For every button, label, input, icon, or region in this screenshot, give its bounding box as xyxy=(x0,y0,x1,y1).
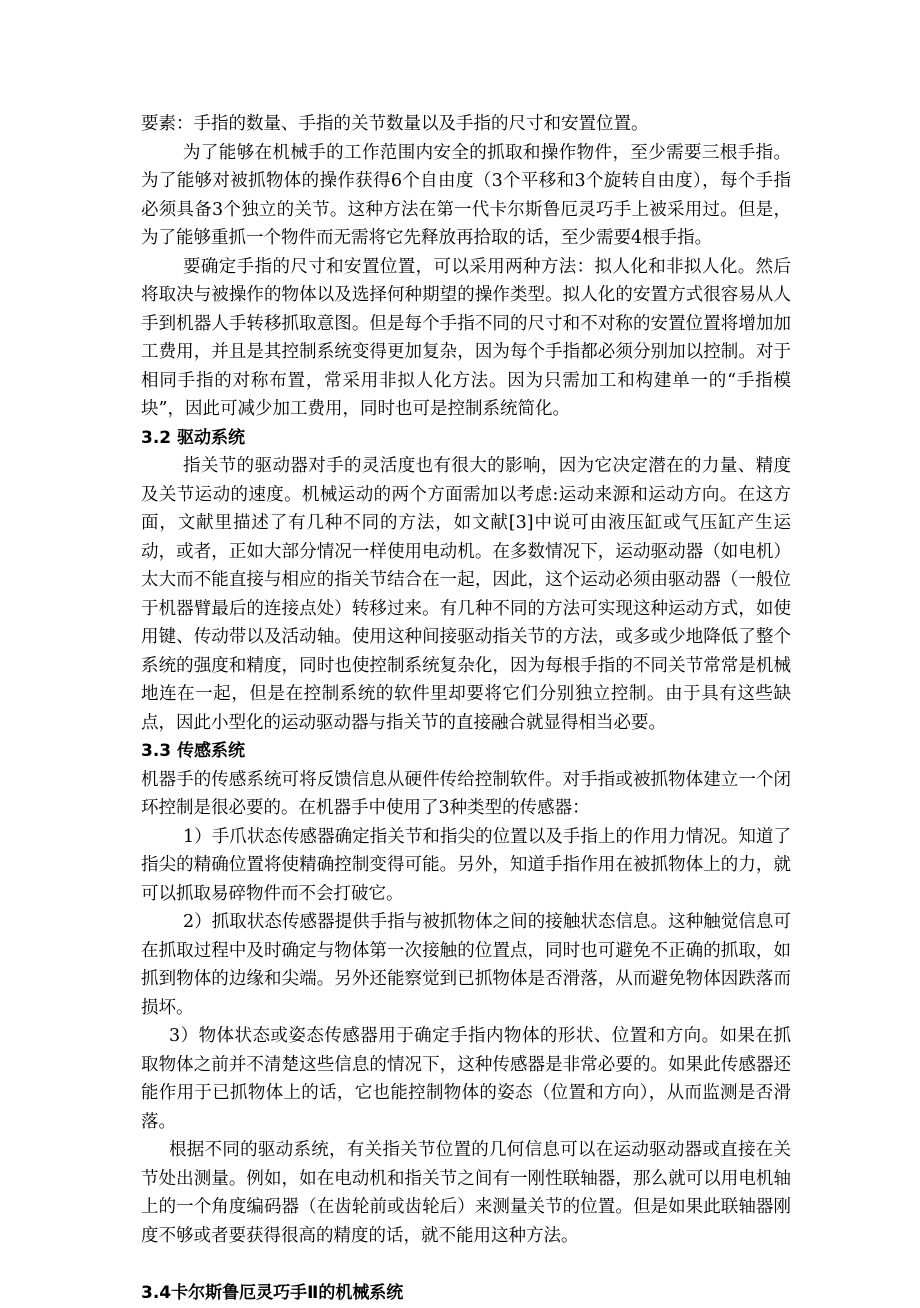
section-heading-drive-system: 3.2 驱动系统 xyxy=(141,427,246,448)
paragraph-drive-system: 指关节的驱动器对手的灵活度也有很大的影响，因为它决定潜在的力量、精度及关节运动的速度。机械运动的两个方面需加以考虑:运动来源和运动方向。在这方面，文献里描述了有几种不同的方法，如文献[3]中说可由液压缸或气压缸产生运动，或者，正如大部分情况一样使用电动机。在多数情况下，运动驱动器（如电机）太大而不能直接与相应的指关节结合在一起，因此，这个运动必须由驱动器（一般位于机器臂最后的连接点处）转移过来。有几种不同的方法可实现这种运动方式，如使用键、传动带以及活动轴。使用这种间接驱动指关节的方法，或多或少地降低了整个系统的强度和精度，同时也使控制系统复杂化，因为每根手指的不同关节常常是机械地连在一起，但是在控制系统的软件里却要将它们分别独立控制。由于具有这些缺点，因此小型化的运动驱动器与指关节的直接融合就显得相当必要。 xyxy=(141,456,791,733)
paragraph-finger-count: 为了能够在机械手的工作范围内安全的抓取和操作物件，至少需要三根手指。为了能够对被抓物体的操作获得6个自由度（3个平移和3个旋转自由度），每个手指必须具备3个独立的关节。这种方法在第一代卡尔斯鲁厄灵巧手上被采用过。但是，为了能够重抓一个物件而无需将它先释放再拾取的话，至少需要4根手指。 xyxy=(141,142,791,248)
list-item-gripper-state-sensor: 1）手爪状态传感器确定指关节和指尖的位置以及手指上的作用力情况。知道了指尖的精确位置将使精确控制变得可能。另外，知道手指作用在被抓物体上的力，就可以抓取易碎物件而不会打破它。 xyxy=(141,826,791,904)
paragraph-joint-measurement: 根据不同的驱动系统，有关指关节位置的几何信息可以在运动驱动器或直接在关节处出测量。例如，如在电动机和指关节之间有一刚性联轴器，那么就可以用电机轴上的一个角度编码器（在齿轮前或齿轮后）来测量关节的位置。但是如果此联轴器刚度不够或者要获得很高的精度的话，就不能用这种方法。 xyxy=(141,1140,791,1246)
document-page xyxy=(141,110,791,1308)
list-item-grasp-state-sensor: 2）抓取状态传感器提供手指与被抓物体之间的接触状态信息。这种触觉信息可在抓取过程中及时确定与物体第一次接触的位置点，同时也可避免不正确的抓取，如抓到物体的边缘和尖端。另外还能察觉到已抓物体是否滑落，从而避免物体因跌落而损坏。 xyxy=(141,912,791,1018)
list-item-object-state-sensor: 3）物体状态或姿态传感器用于确定手指内物体的形状、位置和方向。如果在抓取物体之前并不清楚这些信息的情况下，这种传感器是非常必要的。如果此传感器还能作用于已抓物体上的话，它也能控制物体的姿态（位置和方向），从而监测是否滑落。 xyxy=(141,1026,791,1132)
section-heading-sensor-system: 3.3 传感系统 xyxy=(141,741,246,761)
paragraph-elements: 要素：手指的数量、手指的关节数量以及手指的尺寸和安置位置。 xyxy=(141,114,649,134)
section-heading-mechanical-system: 3.4卡尔斯鲁厄灵巧手Ⅱ的机械系统 xyxy=(141,1283,404,1303)
paragraph-sensor-intro: 机器手的传感系统可将反馈信息从硬件传给控制软件。对手指或被抓物体建立一个闭环控制是很必要的。在机器手中使用了3种类型的传感器： xyxy=(141,769,791,818)
paragraph-finger-placement: 要确定手指的尺寸和安置位置，可以采用两种方法：拟人化和非拟人化。然后将取决与被操作的物体以及选择何种期望的操作类型。拟人化的安置方式很容易从人手到机器人手转移抓取意图。但是每个手指不同的尺寸和不对称的安置位置将增加加工费用，并且是其控制系统变得更加复杂，因为每个手指都必须分别加以控制。对于相同手指的对称布置，常采用非拟人化方法。因为只需加工和构建单一的“手指模块”，因此可减少加工费用，同时也可是控制系统简化。 xyxy=(141,256,791,419)
